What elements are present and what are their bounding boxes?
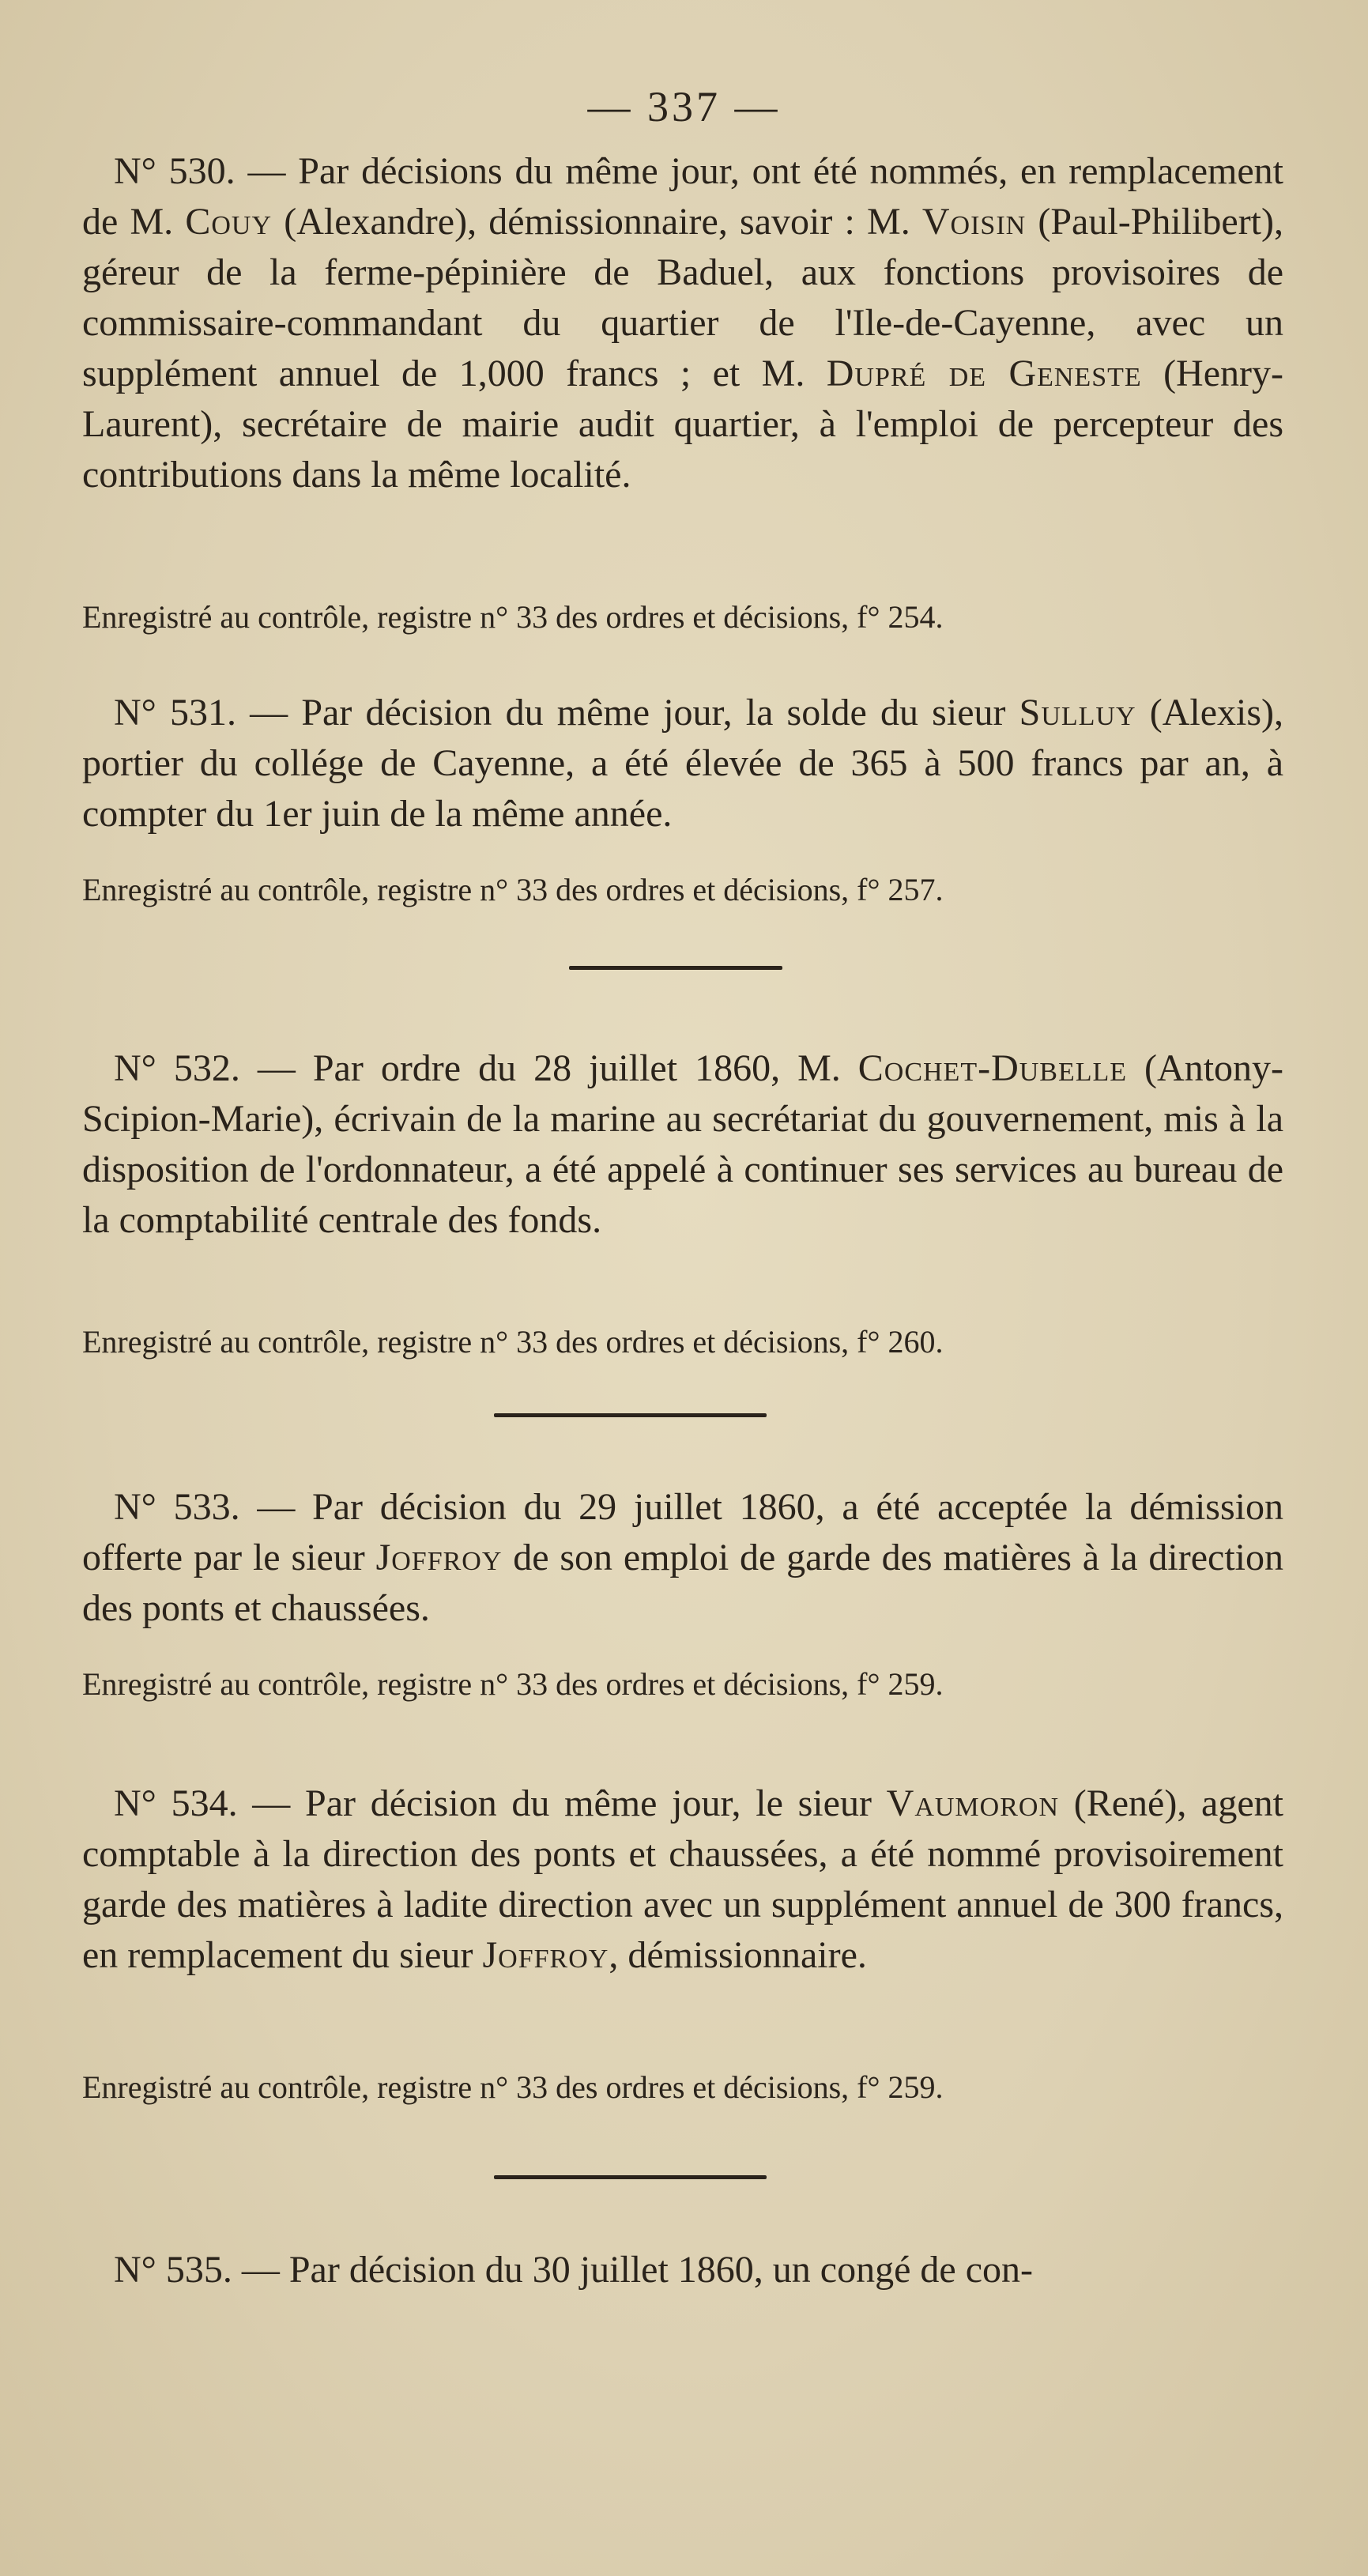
registration-532: Enregistré au contrôle, registre n° 33 des ordres et décisions, f° 260. [82, 1324, 944, 1360]
entry-532: N° 532. — Par ordre du 28 juillet 1860, M. Cochet-Dubelle (Antony-Scipion-Marie), écrivain de la marine au secrétariat du gouvernement, mis à la disposition de l'ordonnateur, a été appelé à continuer ses services au bureau de la comptabilité centrale des fonds. [82, 1047, 1284, 1241]
separator-rule [494, 2175, 767, 2179]
entry-533: N° 533. — Par décision du 29 juillet 1860, a été acceptée la démission offerte par le sieur Joffroy de son emploi de garde des matières à la direction des ponts et chaussées. [82, 1486, 1284, 1629]
person-name: Sulluy [1019, 692, 1136, 734]
registration-531: Enregistré au contrôle, registre n° 33 des ordres et décisions, f° 257. [82, 872, 944, 907]
entry-531: N° 531. — Par décision du même jour, la solde du sieur Sulluy (Alexis), portier du collége de Cayenne, a été élevée de 365 à 500 francs par an, à compter du 1er juin de la même année. [82, 692, 1283, 835]
separator-rule [494, 1413, 767, 1417]
person-name: Cochet-Dubelle [857, 1047, 1128, 1089]
person-name: Joffroy [482, 1934, 609, 1976]
entry-535: N° 535. — Par décision du 30 juillet 1860, un congé de con- [114, 2249, 1033, 2291]
registration-530: Enregistré au contrôle, registre n° 33 des ordres et décisions, f° 254. [82, 599, 944, 635]
entry-534: N° 534. — Par décision du même jour, le sieur Vaumoron (René), agent comptable à la direction des ponts et chaussées, a été nommé provisoirement garde des matières à ladite direction avec un supplément annuel de 300 francs, en remplacement du sieur Joffroy, démissionnaire. [82, 1782, 1283, 1976]
person-name: Voisin [921, 201, 1027, 243]
page-number: — 337 — [587, 83, 781, 130]
separator-rule [569, 966, 782, 970]
person-name: Dupré de Geneste [826, 353, 1142, 394]
person-name: Couy [185, 201, 273, 243]
entry-530: N° 530. — Par décisions du même jour, ont été nommés, en remplacement de M. Couy (Alexandre), démissionnaire, savoir : M. Voisin (Paul-Philibert), géreur de la ferme-pépinière de Baduel, aux fonctions provisoires de commissaire-commandant du quartier de l'Ile-de-Cayenne, avec un supplément annuel de 1,000 francs ; et M. Dupré de Geneste (Henry-Laurent), secrétaire de mairie audit quartier, à l'emploi de percepteur des contributions dans la même localité. [82, 150, 1283, 496]
person-name: Joffroy [375, 1537, 503, 1578]
registration-533: Enregistré au contrôle, registre n° 33 des ordres et décisions, f° 259. [82, 1666, 944, 1702]
person-name: Vaumoron [886, 1782, 1059, 1824]
registration-534: Enregistré au contrôle, registre n° 33 des ordres et décisions, f° 259. [82, 2069, 944, 2105]
